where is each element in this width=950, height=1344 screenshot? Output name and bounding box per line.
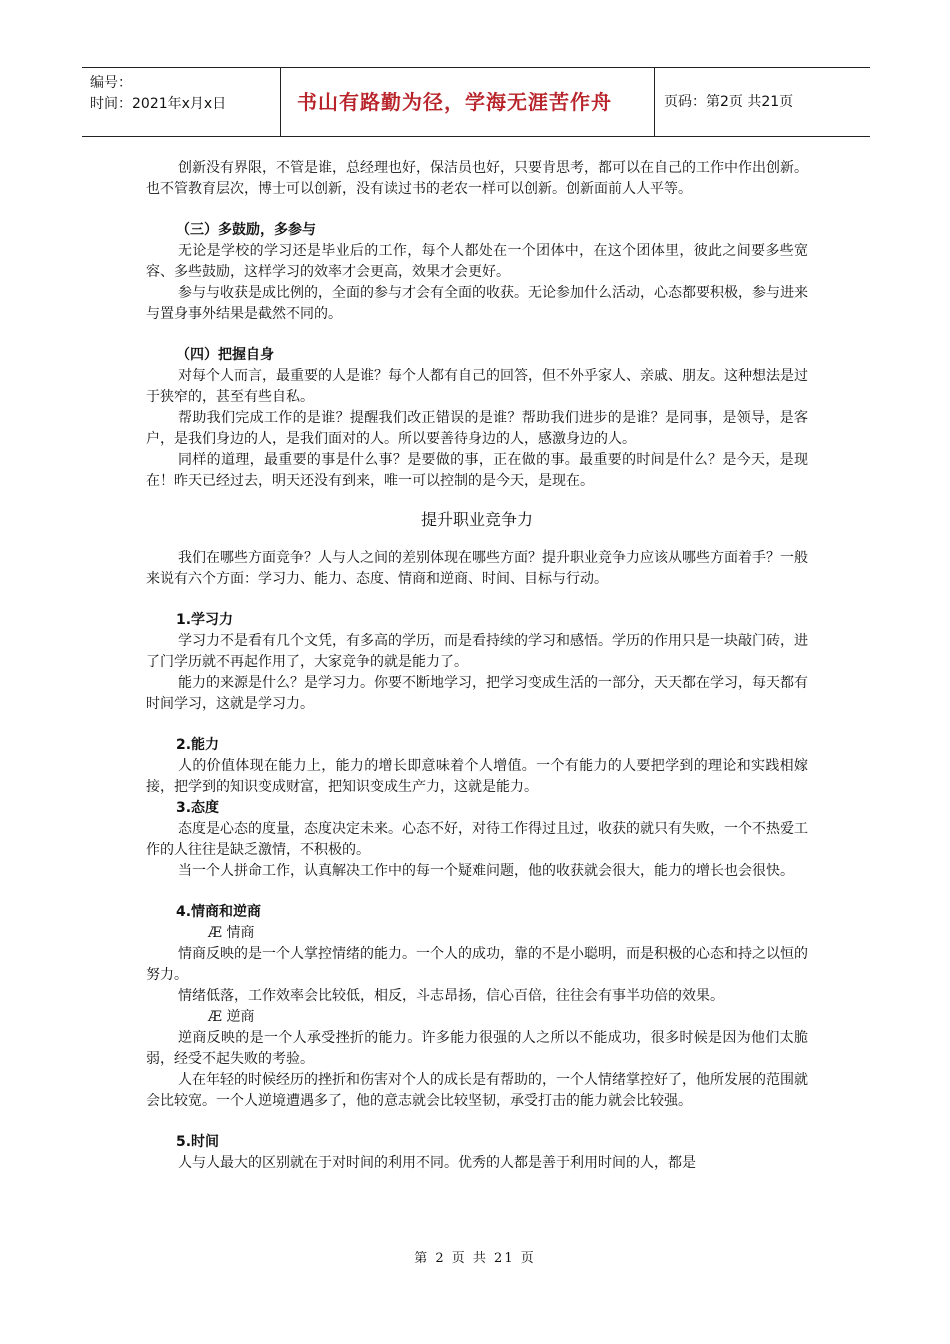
- section-heading: 5.时间: [176, 1134, 220, 1150]
- paragraph: 无论是学校的学习还是毕业后的工作，每个人都处在一个团体中，在这个团体里，彼此之间要多些宽容、多些鼓励，这样学习的效率才会更高，效果才会更好。: [146, 243, 808, 280]
- paragraph: 态度是心态的度量，态度决定未来。心态不好，对待工作得过且过，收获的就只有失败，一个不热爱工作的人往往是缺乏激情，不积极的。: [146, 821, 808, 858]
- header-divider-right: [654, 68, 655, 136]
- paragraph: 当一个人拼命工作，认真解决工作中的每一个疑难问题，他的收获就会很大，能力的增长也会很快。: [178, 863, 794, 879]
- document-body: [146, 158, 808, 1174]
- paragraph: 人与人最大的区别就在于对时间的利用不同。优秀的人都是善于利用时间的人，都是: [178, 1155, 696, 1171]
- document-number-label: 编号：: [90, 75, 132, 91]
- section-heading: 2.能力: [176, 737, 220, 753]
- paragraph: 帮助我们完成工作的是谁？提醒我们改正错误的是谁？帮助我们进步的是谁？是同事，是领导，是客户，是我们身边的人，是我们面对的人。所以要善待身边的人，感激身边的人。: [146, 410, 808, 447]
- paragraph: 人在年轻的时候经历的挫折和伤害对个人的成长是有帮助的，一个人情绪掌控好了，他所发展的范围就会比较宽。一个人逆境遭遇多了，他的意志就会比较坚韧，承受打击的能力就会比较强。: [146, 1072, 808, 1109]
- section-heading: 4.情商和逆商: [176, 904, 262, 920]
- page-footer: 第 2 页 共 21 页: [414, 1251, 536, 1266]
- header-meta: [90, 73, 226, 115]
- paragraph: 能力的来源是什么？是学习力。你要不断地学习，把学习变成生活的一部分，天天都在学习，每天都有时间学习，这就是学习力。: [146, 675, 808, 712]
- section-heading: （四）把握自身: [176, 347, 274, 363]
- section-heading: （三）多鼓励，多参与: [176, 222, 316, 238]
- paragraph: 情绪低落，工作效率会比较低，相反，斗志昂扬，信心百倍，往往会有事半功倍的效果。: [178, 988, 724, 1004]
- paragraph: 学习力不是看有几个文凭，有多高的学历，而是看持续的学习和感悟。学历的作用只是一块敲门砖，进了门学历就不再起作用了，大家竞争的就是能力了。: [146, 633, 808, 670]
- header-page-info: 页码：第2页 共21页: [664, 94, 794, 110]
- paragraph: 对每个人而言，最重要的人是谁？每个人都有自己的回答，但不外乎家人、亲戚、朋友。这种想法是过于狭窄的，甚至有些自私。: [146, 368, 808, 405]
- bullet-item: Æ 逆商: [208, 1009, 255, 1025]
- page-header: [82, 67, 870, 137]
- main-title: 提升职业竞争力: [420, 510, 533, 529]
- header-divider-left: [280, 68, 281, 136]
- section-heading: 3.态度: [176, 800, 220, 816]
- bullet-item: Æ 情商: [208, 925, 255, 941]
- paragraph: 人的价值体现在能力上，能力的增长即意味着个人增值。一个有能力的人要把学到的理论和实践相嫁接，把学到的知识变成财富，把知识变成生产力，这就是能力。: [146, 758, 808, 795]
- paragraph: 逆商反映的是一个人承受挫折的能力。许多能力很强的人之所以不能成功，很多时候是因为他们太脆弱，经受不起失败的考验。: [146, 1030, 808, 1067]
- paragraph: 情商反映的是一个人掌控情绪的能力。一个人的成功，靠的不是小聪明，而是积极的心态和持之以恒的努力。: [146, 946, 808, 983]
- paragraph: 参与与收获是成比例的，全面的参与才会有全面的收获。无论参加什么活动，心态都要积极，参与进来与置身事外结果是截然不同的。: [146, 285, 808, 322]
- section-heading: 1.学习力: [176, 612, 234, 628]
- paragraph: 创新没有界限，不管是谁，总经理也好，保洁员也好，只要肯思考，都可以在自己的工作中作出创新。也不管教育层次，博士可以创新，没有读过书的老农一样可以创新。创新面前人人平等。: [146, 160, 808, 197]
- header-motto: 书山有路勤为径，学海无涯苦作舟: [297, 90, 612, 114]
- document-date: 时间：2021年x月x日: [90, 96, 227, 112]
- paragraph: 同样的道理，最重要的事是什么事？是要做的事，正在做的事。最重要的时间是什么？是今天，是现在！昨天已经过去，明天还没有到来，唯一可以控制的是今天，是现在。: [146, 452, 808, 489]
- paragraph: 我们在哪些方面竞争？人与人之间的差别体现在哪些方面？提升职业竞争力应该从哪些方面着手？一般来说有六个方面：学习力、能力、态度、情商和逆商、时间、目标与行动。: [146, 550, 808, 587]
